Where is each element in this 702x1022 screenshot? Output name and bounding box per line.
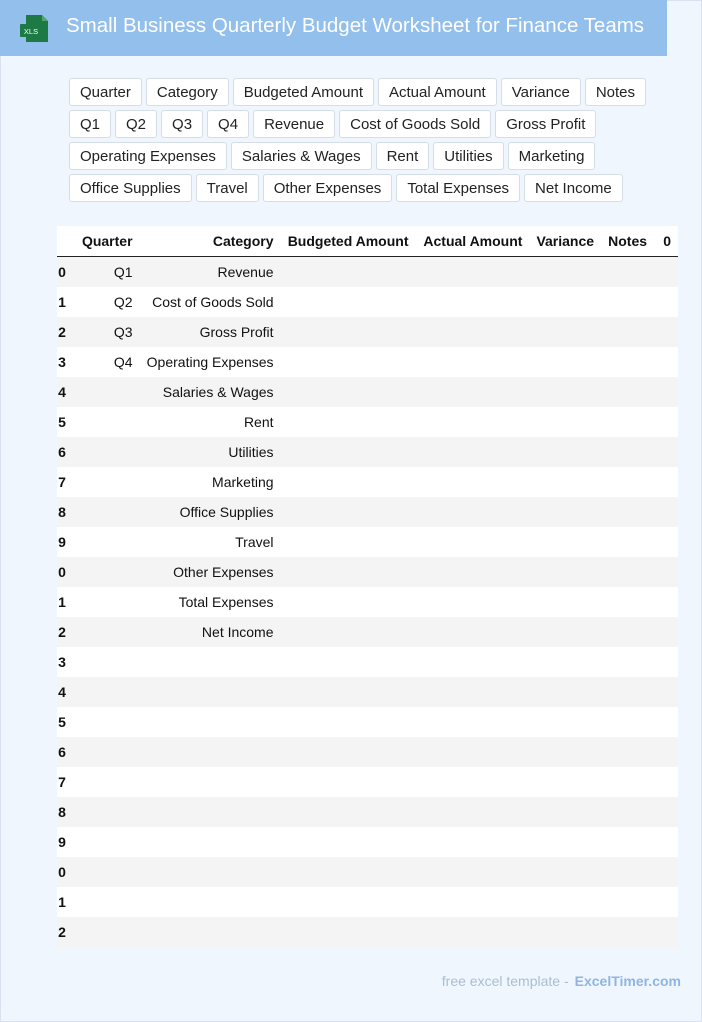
budgeted-amount-cell [281,527,416,557]
actual-amount-cell [416,767,530,797]
notes-cell [601,407,654,437]
table-row [57,677,678,707]
category-cell [140,647,281,677]
category-cell: Gross Profit [140,317,281,347]
table-row [57,917,678,947]
budgeted-amount-cell [281,257,416,288]
budgeted-amount-cell [281,617,416,647]
variance-cell [529,437,601,467]
table-row [57,407,678,437]
quarter-cell [66,917,140,947]
extra-cell [654,437,678,467]
category-cell: Operating Expenses [140,347,281,377]
variance-cell [529,347,601,377]
variance-cell [529,257,601,288]
quarter-cell [66,767,140,797]
budgeted-amount-cell [281,407,416,437]
table-row [57,317,678,347]
actual-amount-cell [416,497,530,527]
tag-item[interactable]: Office Supplies [69,174,192,202]
budgeted-amount-cell [281,887,416,917]
category-cell: Marketing [140,467,281,497]
extra-cell [654,737,678,767]
row-index-cell: 2 [57,317,66,347]
actual-amount-cell [416,677,530,707]
variance-cell [529,617,601,647]
budgeted-amount-cell [281,707,416,737]
row-index-cell: 7 [57,467,66,497]
extra-cell [654,557,678,587]
row-index-cell: 6 [57,437,66,467]
actual-amount-cell [416,707,530,737]
notes-cell [601,737,654,767]
row-index-cell: 6 [57,737,66,767]
category-cell [140,677,281,707]
extra-cell [654,857,678,887]
category-cell: Utilities [140,437,281,467]
table-row [57,767,678,797]
notes-cell [601,317,654,347]
budgeted-amount-cell [281,827,416,857]
tag-item[interactable]: Total Expenses [396,174,520,202]
title-bar [0,0,667,56]
quarter-cell [66,497,140,527]
excel-file-icon [18,14,50,44]
table-row [57,587,678,617]
row-index-cell: 0 [57,257,66,288]
extra-cell [654,317,678,347]
column-header-quarter: Quarter [66,226,140,257]
budgeted-amount-cell [281,557,416,587]
actual-amount-cell [416,467,530,497]
tag-item[interactable]: Category [146,78,229,106]
category-cell: Other Expenses [140,557,281,587]
budgeted-amount-cell [281,737,416,767]
actual-amount-cell [416,347,530,377]
actual-amount-cell [416,917,530,947]
category-cell [140,887,281,917]
quarter-cell [66,407,140,437]
notes-cell [601,647,654,677]
table-row [57,467,678,497]
row-index-cell: 8 [57,497,66,527]
actual-amount-cell [416,437,530,467]
column-header-category: Category [140,226,281,257]
table-row [57,797,678,827]
tag-item[interactable]: Other Expenses [263,174,393,202]
tag-item[interactable]: Utilities [433,142,503,170]
variance-cell [529,917,601,947]
footer-brand-link[interactable]: ExcelTimer.com [574,973,681,989]
variance-cell [529,857,601,887]
quarter-cell [66,737,140,767]
variance-cell [529,377,601,407]
notes-cell [601,557,654,587]
extra-cell [654,497,678,527]
actual-amount-cell [416,557,530,587]
variance-cell [529,287,601,317]
notes-cell [601,347,654,377]
extra-cell [654,647,678,677]
table-row [57,707,678,737]
budgeted-amount-cell [281,437,416,467]
notes-cell [601,857,654,887]
column-header-index [57,226,66,257]
category-cell: Salaries & Wages [140,377,281,407]
tag-item[interactable]: Net Income [524,174,623,202]
category-cell: Travel [140,527,281,557]
tag-list [69,78,691,202]
column-header-actual-amount: Actual Amount [416,226,530,257]
variance-cell [529,767,601,797]
tag-item[interactable]: Q3 [161,110,203,138]
notes-cell [601,287,654,317]
table-row [57,287,678,317]
tag-item[interactable]: Quarter [69,78,142,106]
actual-amount-cell [416,887,530,917]
quarter-cell: Q3 [66,317,140,347]
category-cell: Cost of Goods Sold [140,287,281,317]
budgeted-amount-cell [281,317,416,347]
notes-cell [601,467,654,497]
budgeted-amount-cell [281,287,416,317]
notes-cell [601,887,654,917]
quarter-cell: Q2 [66,287,140,317]
row-index-cell: 1 [57,587,66,617]
notes-cell [601,917,654,947]
table-row [57,617,678,647]
category-cell: Revenue [140,257,281,288]
actual-amount-cell [416,827,530,857]
table-row [57,437,678,467]
variance-cell [529,707,601,737]
quarter-cell [66,857,140,887]
category-cell [140,827,281,857]
actual-amount-cell [416,647,530,677]
notes-cell [601,587,654,617]
budgeted-amount-cell [281,497,416,527]
budgeted-amount-cell [281,467,416,497]
quarter-cell [66,377,140,407]
tag-item[interactable]: Travel [196,174,259,202]
table-row [57,647,678,677]
notes-cell [601,497,654,527]
tag-item[interactable]: Rent [376,142,430,170]
notes-cell [601,797,654,827]
actual-amount-cell [416,737,530,767]
budgeted-amount-cell [281,347,416,377]
quarter-cell [66,467,140,497]
quarter-cell [66,797,140,827]
table-row [57,887,678,917]
tag-item[interactable]: Salaries & Wages [231,142,372,170]
actual-amount-cell [416,407,530,437]
tag-item[interactable]: Budgeted Amount [233,78,374,106]
row-index-cell: 8 [57,797,66,827]
row-index-cell: 2 [57,617,66,647]
variance-cell [529,647,601,677]
extra-cell [654,707,678,737]
variance-cell [529,587,601,617]
budgeted-amount-cell [281,647,416,677]
column-header-extra: 0 [654,226,678,257]
extra-cell [654,287,678,317]
category-cell [140,737,281,767]
extra-cell [654,257,678,288]
category-cell [140,707,281,737]
row-index-cell: 9 [57,827,66,857]
row-index-cell: 2 [57,917,66,947]
actual-amount-cell [416,797,530,827]
row-index-cell: 7 [57,767,66,797]
notes-cell [601,527,654,557]
table-row [57,557,678,587]
quarter-cell [66,617,140,647]
extra-cell [654,797,678,827]
notes-cell [601,767,654,797]
tag-item[interactable]: Revenue [253,110,335,138]
quarter-cell [66,677,140,707]
table-row [57,257,678,288]
variance-cell [529,677,601,707]
notes-cell [601,377,654,407]
variance-cell [529,737,601,767]
quarter-cell [66,827,140,857]
column-header-budgeted-amount: Budgeted Amount [281,226,416,257]
quarter-cell: Q4 [66,347,140,377]
row-index-cell: 3 [57,347,66,377]
table-row [57,737,678,767]
category-cell [140,767,281,797]
row-index-cell: 0 [57,557,66,587]
row-index-cell: 5 [57,707,66,737]
budgeted-amount-cell [281,377,416,407]
tag-item[interactable]: Marketing [508,142,596,170]
tag-item[interactable]: Notes [585,78,646,106]
budget-table [57,226,678,947]
extra-cell [654,917,678,947]
tag-item[interactable]: Actual Amount [378,78,497,106]
variance-cell [529,497,601,527]
tag-item[interactable]: Operating Expenses [69,142,227,170]
category-cell: Net Income [140,617,281,647]
budgeted-amount-cell [281,797,416,827]
quarter-cell [66,887,140,917]
tag-item[interactable]: Gross Profit [495,110,596,138]
budgeted-amount-cell [281,767,416,797]
quarter-cell [66,647,140,677]
quarter-cell [66,557,140,587]
table-row [57,347,678,377]
notes-cell [601,617,654,647]
row-index-cell: 1 [57,887,66,917]
extra-cell [654,377,678,407]
extra-cell [654,407,678,437]
actual-amount-cell [416,257,530,288]
column-header-notes: Notes [601,226,654,257]
variance-cell [529,467,601,497]
budgeted-amount-cell [281,677,416,707]
row-index-cell: 4 [57,377,66,407]
extra-cell [654,767,678,797]
tag-item[interactable]: Cost of Goods Sold [339,110,491,138]
actual-amount-cell [416,317,530,347]
row-index-cell: 9 [57,527,66,557]
category-cell [140,857,281,887]
variance-cell [529,557,601,587]
table-row [57,377,678,407]
quarter-cell [66,527,140,557]
notes-cell [601,257,654,288]
tag-item[interactable]: Q1 [69,110,111,138]
row-index-cell: 1 [57,287,66,317]
spreadsheet-preview [58,226,678,947]
category-cell: Office Supplies [140,497,281,527]
extra-cell [654,587,678,617]
table-row [57,527,678,557]
table-row [57,857,678,887]
notes-cell [601,437,654,467]
variance-cell [529,317,601,347]
quarter-cell: Q1 [66,257,140,288]
actual-amount-cell [416,287,530,317]
budgeted-amount-cell [281,917,416,947]
variance-cell [529,407,601,437]
category-cell: Total Expenses [140,587,281,617]
extra-cell [654,347,678,377]
category-cell [140,917,281,947]
quarter-cell [66,587,140,617]
budgeted-amount-cell [281,587,416,617]
tag-item[interactable]: Q2 [115,110,157,138]
row-index-cell: 4 [57,677,66,707]
row-index-cell: 5 [57,407,66,437]
extra-cell [654,887,678,917]
extra-cell [654,677,678,707]
variance-cell [529,887,601,917]
variance-cell [529,797,601,827]
row-index-cell: 0 [57,857,66,887]
page-title: Small Business Quarterly Budget Worksheet for Finance Teams [66,14,645,37]
footer-free-text: free excel template - [441,973,569,989]
actual-amount-cell [416,617,530,647]
tag-item[interactable]: Variance [501,78,581,106]
category-cell: Rent [140,407,281,437]
notes-cell [601,677,654,707]
table-row [57,497,678,527]
table-row [57,827,678,857]
notes-cell [601,827,654,857]
column-header-variance: Variance [529,226,601,257]
category-cell [140,797,281,827]
actual-amount-cell [416,587,530,617]
extra-cell [654,467,678,497]
row-index-cell: 3 [57,647,66,677]
extra-cell [654,827,678,857]
footer-credit [442,973,681,989]
variance-cell [529,527,601,557]
tag-item[interactable]: Q4 [207,110,249,138]
extra-cell [654,617,678,647]
quarter-cell [66,437,140,467]
actual-amount-cell [416,377,530,407]
table-header-row [57,226,678,257]
budgeted-amount-cell [281,857,416,887]
variance-cell [529,827,601,857]
notes-cell [601,707,654,737]
excel-icon-label: XLS [23,26,39,36]
actual-amount-cell [416,527,530,557]
quarter-cell [66,707,140,737]
extra-cell [654,527,678,557]
actual-amount-cell [416,857,530,887]
